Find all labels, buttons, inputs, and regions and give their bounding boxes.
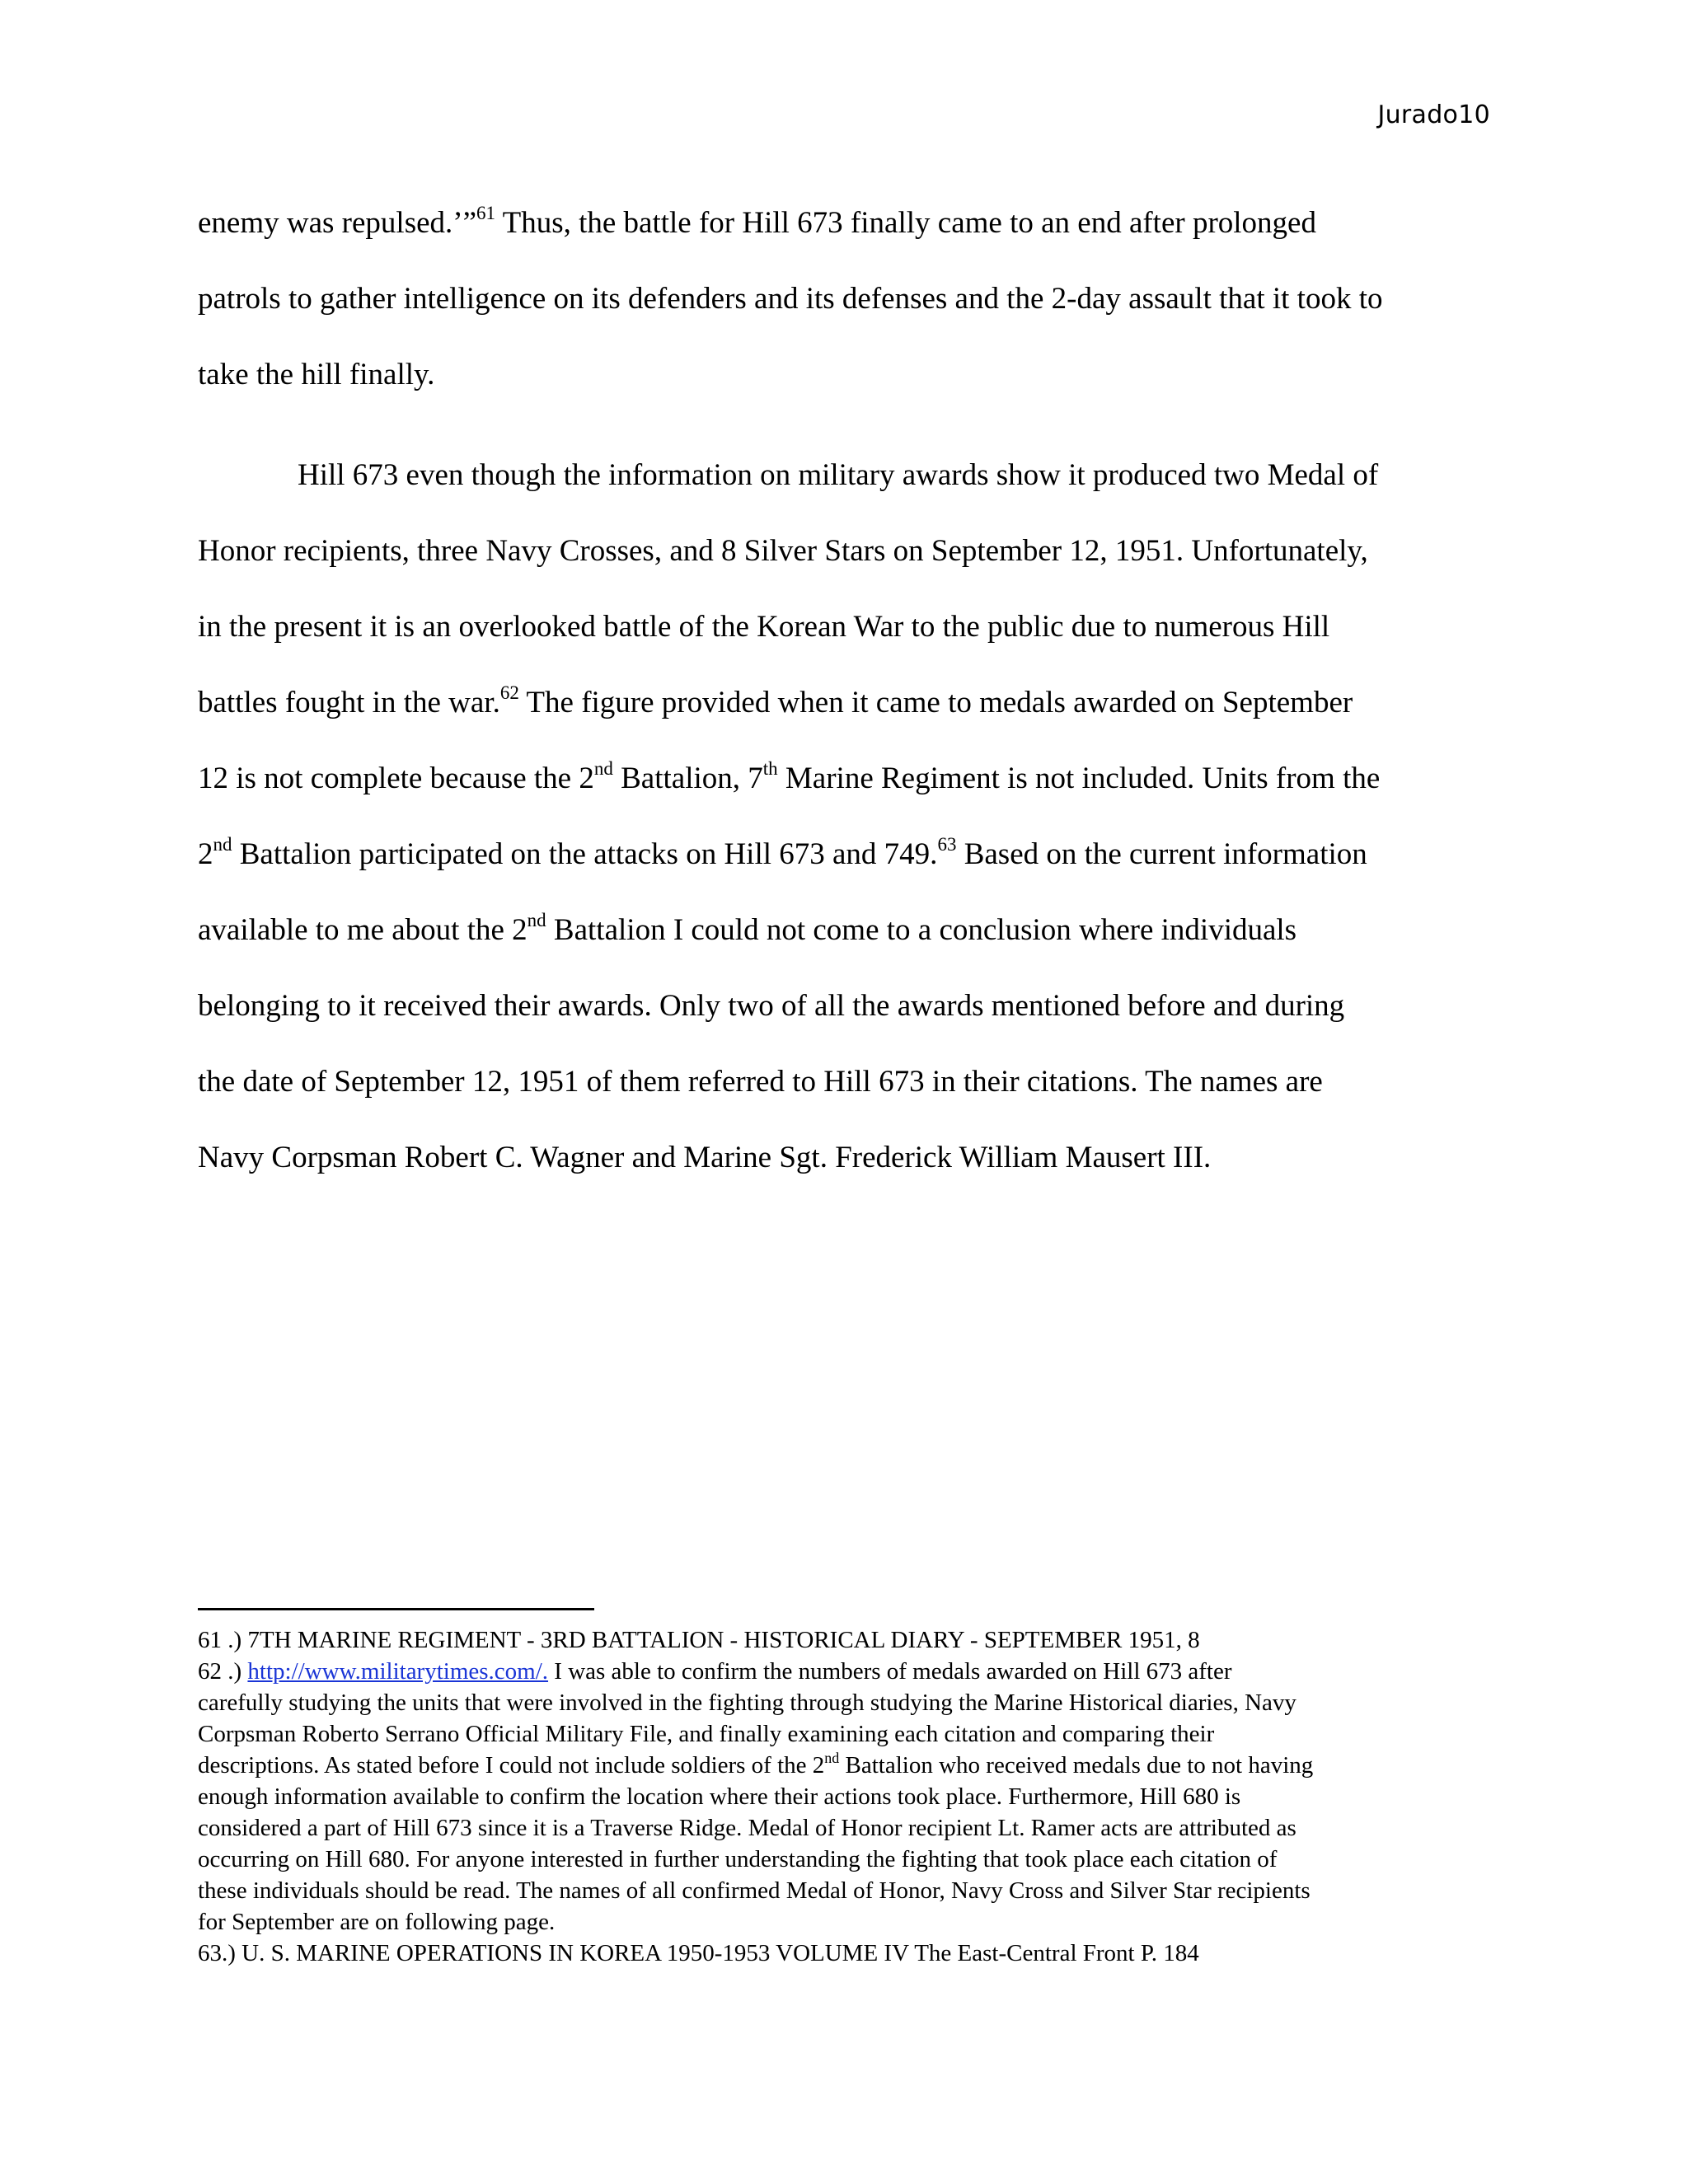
- ordinal-suffix: nd: [824, 1750, 840, 1767]
- ordinal-suffix: nd: [527, 909, 546, 930]
- footnote-line: Corpsman Roberto Serrano Official Military File, and finally examining each citation and comparing their: [198, 1721, 1215, 1747]
- footnote-line: descriptions. As stated before I could not include soldiers of the 2nd Battalion who received medals due to not having: [198, 1750, 1314, 1779]
- text-line: Hill 673 even though the information on military awards show it produced two Medal of: [298, 458, 1379, 492]
- ordinal-suffix: nd: [213, 833, 232, 855]
- paragraph-2: [198, 438, 1500, 1196]
- footnote-61: 61 .) 7TH MARINE REGIMENT - 3RD BATTALION - HISTORICAL DIARY - SEPTEMBER 1951, 8: [198, 1627, 1200, 1653]
- footnotes: [198, 1624, 1500, 1969]
- footnote-line: for September are on following page.: [198, 1909, 556, 1935]
- footnote-63: 63.) U. S. MARINE OPERATIONS IN KOREA 1950-1953 VOLUME IV The East-Central Front P. 184: [198, 1940, 1199, 1966]
- text-line: enemy was repulsed.’”$^{61}$ Thus, the battle for Hill 673 finally came to an end after prolonged: [198, 202, 1316, 240]
- footnote-line: carefully studying the units that were involved in the fighting through studying the Marine Historical diaries, Navy: [198, 1690, 1296, 1716]
- footnote-separator: [198, 1608, 594, 1610]
- footnote-ref-61[interactable]: 61: [476, 202, 496, 223]
- text-line: Navy Corpsman Robert C. Wagner and Marine Sgt. Frederick William Mausert III.: [198, 1141, 1212, 1174]
- text-line: available to me about the 2nd Battalion I could not come to a conclusion where individuals: [198, 909, 1297, 947]
- paragraph-1: [198, 185, 1500, 413]
- text-line: take the hill finally.: [198, 358, 435, 391]
- paragraph-gap: [198, 413, 1500, 438]
- militarytimes-link[interactable]: http://www.militarytimes.com/.: [247, 1658, 549, 1685]
- footnote-62: 62 .) http://www.militarytimes.com/. I was able to confirm the numbers of medals awarded on Hill 673 after: [198, 1658, 1232, 1685]
- body-text: [198, 185, 1500, 1196]
- text-line: 2nd Battalion participated on the attacks on Hill 673 and 749.63 Based on the current information: [198, 833, 1367, 871]
- ordinal-suffix: th: [762, 757, 778, 779]
- text-line: in the present it is an overlooked battle of the Korean War to the public due to numerous Hill: [198, 610, 1330, 644]
- ordinal-suffix: nd: [593, 757, 613, 779]
- text-line: the date of September 12, 1951 of them referred to Hill 673 in their citations. The names are: [198, 1065, 1323, 1099]
- footnote-line: considered a part of Hill 673 since it is a Traverse Ridge. Medal of Honor recipient Lt. Ramer acts are attributed as: [198, 1815, 1296, 1841]
- footnote-line: occurring on Hill 680. For anyone interested in further understanding the fighting that took place each citation of: [198, 1846, 1278, 1872]
- text-line: battles fought in the war.$^{62}$ The figure provided when it came to medals awarded on September: [198, 682, 1353, 719]
- text-line: Honor recipients, three Navy Crosses, and 8 Silver Stars on September 12, 1951. Unfortunately,: [198, 534, 1368, 568]
- footnote-line: enough information available to confirm the location where their actions took place. Furthermore, Hill 680 is: [198, 1783, 1241, 1810]
- footnote-line: these individuals should be read. The names of all confirmed Medal of Honor, Navy Cross and Silver Star recipients: [198, 1877, 1311, 1904]
- text-line: 12 is not complete because the 2nd Battalion, 7th Marine Regiment is not included. Units from the: [198, 757, 1381, 795]
- footnote-ref-63[interactable]: 63: [937, 833, 957, 855]
- footnote-ref-62[interactable]: 62: [499, 682, 519, 703]
- page-header: Jurado10: [1377, 101, 1490, 129]
- text-line: belonging to it received their awards. Only two of all the awards mentioned before and during: [198, 989, 1345, 1023]
- text-line: patrols to gather intelligence on its defenders and its defenses and the 2-day assault that it took to: [198, 282, 1383, 316]
